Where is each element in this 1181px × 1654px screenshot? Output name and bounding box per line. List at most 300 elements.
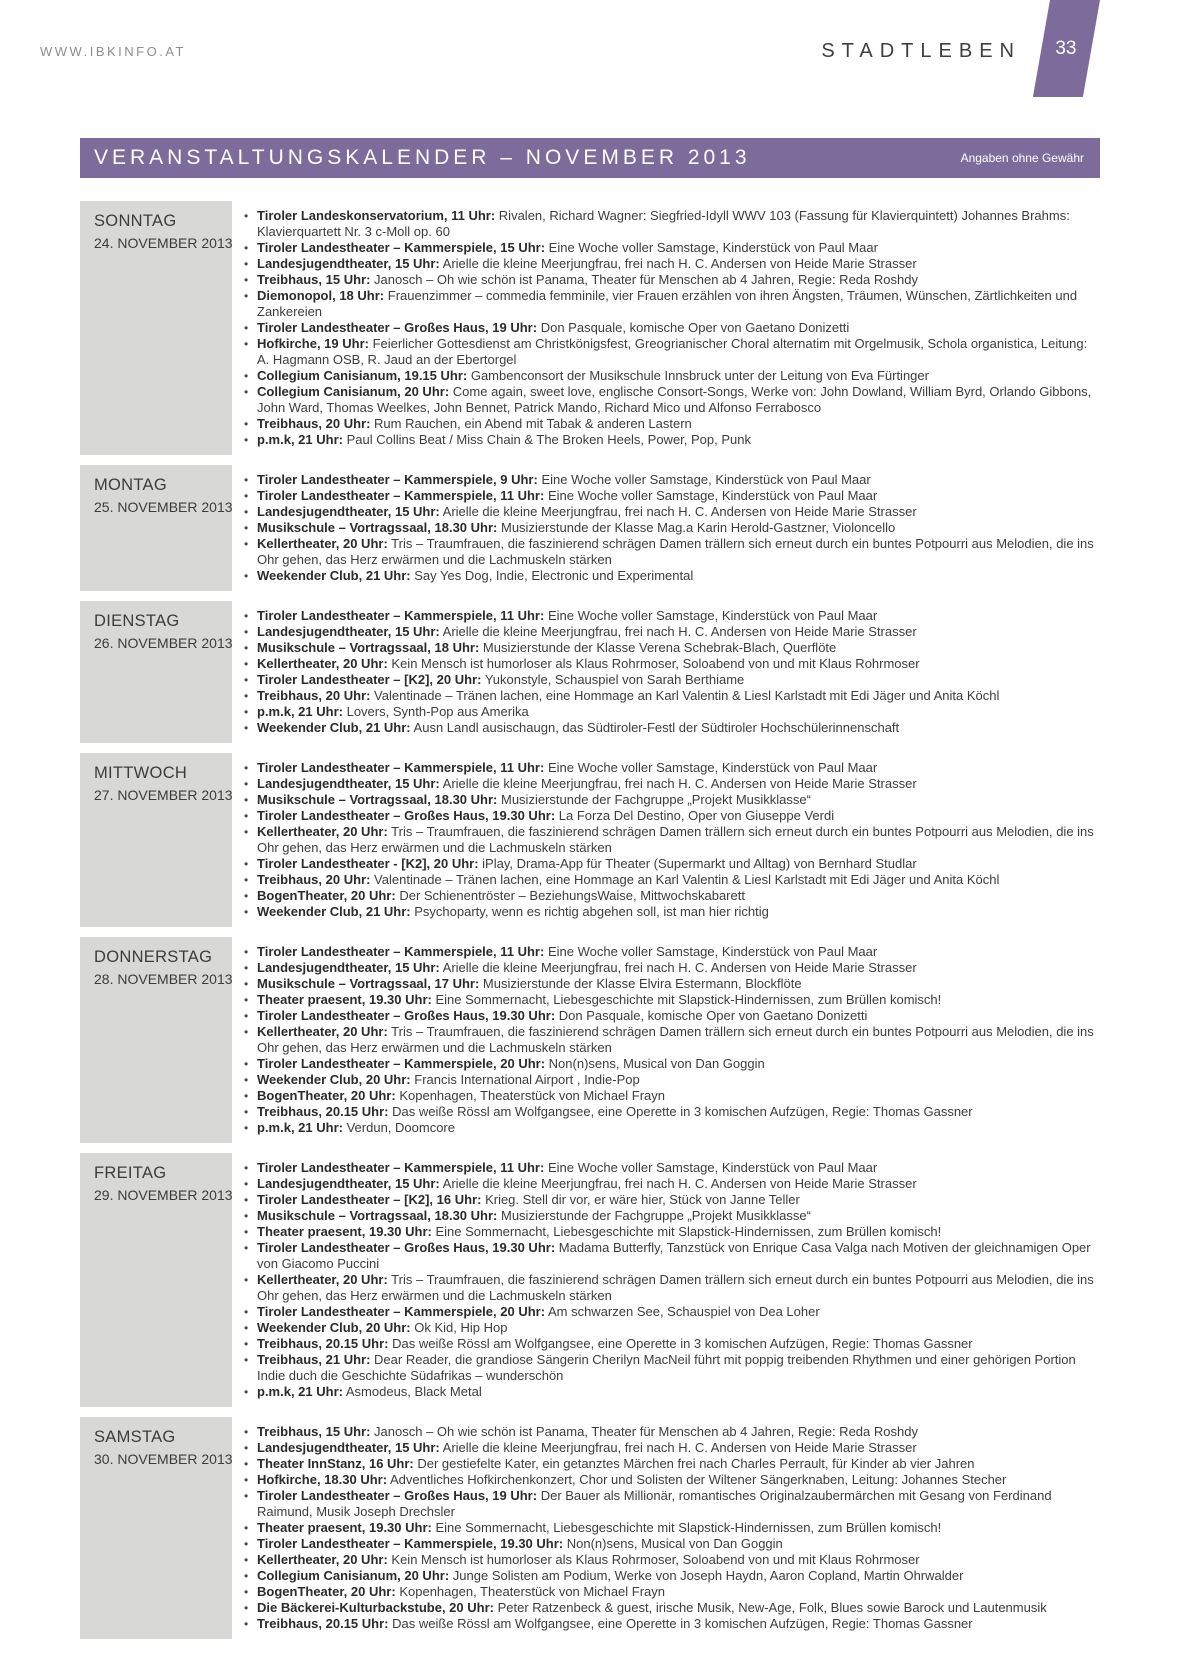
event-item — [242, 1384, 1100, 1400]
bullet-icon: • — [244, 241, 249, 255]
bullet-icon: • — [244, 1209, 249, 1223]
event-venue-time: Tiroler Landestheater – [K2], 16 Uhr: — [257, 1192, 482, 1207]
event-list — [232, 465, 1100, 591]
event-venue-time: Theater praesent, 19.30 Uhr: — [257, 1520, 432, 1535]
event-item — [242, 1104, 1100, 1120]
bullet-icon: • — [244, 1025, 249, 1039]
bullet-icon: • — [244, 857, 249, 871]
bullet-icon: • — [244, 385, 249, 399]
event-venue-time: Treibhaus, 15 Uhr: — [257, 1424, 371, 1439]
section-label: STADTLEBEN — [821, 40, 1021, 62]
bullet-icon: • — [244, 1305, 249, 1319]
event-venue-time: Tiroler Landestheater – Kammerspiele, 11 Uhr: — [257, 944, 545, 959]
event-venue-time: Treibhaus, 20 Uhr: — [257, 416, 371, 431]
event-description: Feierlicher Gottesdienst am Christkönigsfest, Greogrianischer Choral alternatim mit Orgelmusik, Schola organistica, Leitung: A. Hagmann OSB, R. Jaud an der Ebertorgel — [257, 336, 1088, 367]
bullet-icon: • — [244, 1321, 249, 1335]
day-name: DIENSTAG — [94, 612, 180, 630]
bullet-icon: • — [244, 369, 249, 383]
event-description: Kopenhagen, Theaterstück von Michael Frayn — [399, 1088, 666, 1103]
event-description: Peter Ratzenbeck & guest, irische Musik, New-Age, Folk, Blues sowie Barock und Lautenmusik — [497, 1600, 1047, 1615]
event-venue-time: BogenTheater, 20 Uhr: — [257, 1584, 396, 1599]
bullet-icon: • — [244, 1273, 249, 1287]
bullet-icon: • — [244, 1089, 249, 1103]
event-item — [242, 688, 1100, 704]
event-venue-time: Kellertheater, 20 Uhr: — [257, 1272, 388, 1287]
bullet-icon: • — [244, 321, 249, 335]
event-venue-time: Tiroler Landestheater – Kammerspiele, 19.30 Uhr: — [257, 1536, 564, 1551]
bullet-icon: • — [244, 705, 249, 719]
day-label — [80, 937, 232, 1143]
event-item — [242, 1240, 1100, 1272]
event-description: La Forza Del Destino, Oper von Giuseppe Verdi — [558, 808, 835, 823]
event-venue-time: Tiroler Landestheater – Großes Haus, 19.30 Uhr: — [257, 808, 556, 823]
day-section — [80, 1153, 1100, 1407]
event-description: Rum Rauchen, ein Abend mit Tabak & anderen Lastern — [374, 416, 692, 431]
event-venue-time: Kellertheater, 20 Uhr: — [257, 824, 388, 839]
event-venue-time: Weekender Club, 20 Uhr: — [257, 1072, 411, 1087]
bullet-icon: • — [244, 1537, 249, 1551]
event-description: Valentinade – Tränen lachen, eine Hommage an Karl Valentin & Liesl Karlstadt mit Edi Jäger und Anita Köchl — [374, 688, 1000, 703]
day-date: 25. NOVEMBER 2013 — [94, 499, 233, 515]
event-item — [242, 504, 1100, 520]
event-venue-time: Collegium Canisianum, 19.15 Uhr: — [257, 368, 468, 383]
event-description: Eine Woche voller Samstage, Kinderstück von Paul Maar — [547, 760, 878, 775]
bullet-icon: • — [244, 1521, 249, 1535]
event-description: Frauenzimmer – commedia femminile, vier Frauen erzählen von ihren Ängsten, Träumen, Wünschen, Zärtlichkeiten und Zankereien — [257, 288, 1078, 319]
event-item — [242, 320, 1100, 336]
event-item — [242, 1008, 1100, 1024]
day-section — [80, 601, 1100, 743]
event-venue-time: Tiroler Landestheater – Kammerspiele, 11 Uhr: — [257, 760, 545, 775]
event-item — [242, 1208, 1100, 1224]
event-list — [232, 601, 1100, 743]
event-venue-time: Landesjugendtheater, 15 Uhr: — [257, 776, 440, 791]
event-description: Das weiße Rössl am Wolfgangsee, eine Operette in 3 komischen Aufzügen, Regie: Thomas Gassner — [392, 1104, 973, 1119]
event-item — [242, 488, 1100, 504]
bullet-icon: • — [244, 1337, 249, 1351]
event-item — [242, 1224, 1100, 1240]
event-item — [242, 976, 1100, 992]
event-item — [242, 1192, 1100, 1208]
event-item — [242, 624, 1100, 640]
event-item — [242, 336, 1100, 368]
event-venue-time: Kellertheater, 20 Uhr: — [257, 656, 388, 671]
event-venue-time: Tiroler Landestheater – Großes Haus, 19.30 Uhr: — [257, 1240, 556, 1255]
event-item — [242, 1472, 1100, 1488]
event-item — [242, 1456, 1100, 1472]
event-item — [242, 704, 1100, 720]
day-label — [80, 601, 232, 743]
day-date: 29. NOVEMBER 2013 — [94, 1187, 233, 1203]
bullet-icon: • — [244, 289, 249, 303]
event-venue-time: Tiroler Landestheater – Kammerspiele, 11 Uhr: — [257, 608, 545, 623]
bullet-icon: • — [244, 721, 249, 735]
event-item — [242, 1568, 1100, 1584]
event-venue-time: Hofkirche, 18.30 Uhr: — [257, 1472, 388, 1487]
event-description: Valentinade – Tränen lachen, eine Hommage an Karl Valentin & Liesl Karlstadt mit Edi Jäger und Anita Köchl — [374, 872, 1000, 887]
event-venue-time: Musikschule – Vortragssaal, 18 Uhr: — [257, 640, 480, 655]
event-description: Eine Sommernacht, Liebesgeschichte mit Slapstick-Hindernissen, zum Brüllen komisch! — [435, 1520, 942, 1535]
event-description: Musizierstunde der Fachgruppe „Projekt Musikklasse“ — [501, 1208, 811, 1223]
day-label — [80, 1153, 232, 1407]
event-description: Yukonstyle, Schauspiel von Sarah Berthiame — [484, 672, 745, 687]
event-description: Eine Woche voller Samstage, Kinderstück von Paul Maar — [541, 472, 871, 487]
event-item — [242, 904, 1100, 920]
event-description: Eine Sommernacht, Liebesgeschichte mit Slapstick-Hindernissen, zum Brüllen komisch! — [435, 992, 942, 1007]
bullet-icon: • — [244, 209, 249, 223]
event-description: Der gestiefelte Kater, ein getanztes Märchen frei nach Charles Perrault, für Kinder ab vier Jahren — [417, 1456, 975, 1471]
event-venue-time: Musikschule – Vortragssaal, 18.30 Uhr: — [257, 520, 498, 535]
event-description: Don Pasquale, komische Oper von Gaetano Donizetti — [558, 1008, 868, 1023]
event-venue-time: Hofkirche, 19 Uhr: — [257, 336, 369, 351]
calendar-banner — [80, 138, 1100, 178]
day-label — [80, 753, 232, 927]
day-date: 30. NOVEMBER 2013 — [94, 1451, 233, 1467]
bullet-icon: • — [244, 489, 249, 503]
day-date: 28. NOVEMBER 2013 — [94, 971, 233, 987]
event-item — [242, 416, 1100, 432]
bullet-icon: • — [244, 825, 249, 839]
event-description: Lovers, Synth-Pop aus Amerika — [346, 704, 529, 719]
event-item — [242, 288, 1100, 320]
event-item — [242, 1520, 1100, 1536]
event-item — [242, 960, 1100, 976]
event-item — [242, 872, 1100, 888]
event-description: Tris – Traumfrauen, die faszinierend schrägen Damen trällern sich erneut durch ein buntes Potpourri aus Melodien, die ins Ohr gehen, das Herz erwärmen und die Lachmuskeln stärken — [257, 824, 1094, 855]
event-item — [242, 1272, 1100, 1304]
event-venue-time: Landesjugendtheater, 15 Uhr: — [257, 256, 440, 271]
page-header — [0, 0, 1181, 100]
event-venue-time: Landesjugendtheater, 15 Uhr: — [257, 1176, 440, 1191]
bullet-icon: • — [244, 569, 249, 583]
event-list — [232, 1153, 1100, 1407]
event-item — [242, 240, 1100, 256]
event-venue-time: Weekender Club, 21 Uhr: — [257, 904, 411, 919]
event-item — [242, 368, 1100, 384]
event-item — [242, 272, 1100, 288]
event-venue-time: Theater praesent, 19.30 Uhr: — [257, 1224, 432, 1239]
event-item — [242, 1120, 1100, 1136]
event-venue-time: Landesjugendtheater, 15 Uhr: — [257, 504, 440, 519]
event-description: Non(n)sens, Musical von Dan Goggin — [566, 1536, 783, 1551]
bullet-icon: • — [244, 905, 249, 919]
bullet-icon: • — [244, 809, 249, 823]
day-date: 24. NOVEMBER 2013 — [94, 235, 233, 251]
event-venue-time: Tiroler Landestheater – Großes Haus, 19 Uhr: — [257, 1488, 538, 1503]
bullet-icon: • — [244, 761, 249, 775]
event-list — [232, 1417, 1100, 1639]
event-description: Paul Collins Beat / Miss Chain & The Broken Heels, Power, Pop, Punk — [346, 432, 751, 447]
bullet-icon: • — [244, 609, 249, 623]
event-venue-time: Treibhaus, 20 Uhr: — [257, 872, 371, 887]
event-description: Ausn Landl ausischaugn, das Südtiroler-Festl der Südtiroler Hochschülerinnenschaft — [413, 720, 900, 735]
bullet-icon: • — [244, 537, 249, 551]
event-description: Say Yes Dog, Indie, Electronic und Experimental — [414, 568, 694, 583]
bullet-icon: • — [244, 417, 249, 431]
bullet-icon: • — [244, 977, 249, 991]
bullet-icon: • — [244, 1617, 249, 1631]
event-item — [242, 792, 1100, 808]
event-venue-time: p.m.k, 21 Uhr: — [257, 432, 343, 447]
event-description: Arielle die kleine Meerjungfrau, frei nach H. C. Andersen von Heide Marie Strasser — [442, 1440, 917, 1455]
banner-note: Angaben ohne Gewähr — [960, 151, 1084, 165]
event-description: Musizierstunde der Klasse Elvira Estermann, Blockflöte — [482, 976, 802, 991]
day-name: MITTWOCH — [94, 764, 188, 782]
event-item — [242, 1424, 1100, 1440]
bullet-icon: • — [244, 1569, 249, 1583]
day-name: MONTAG — [94, 476, 167, 494]
event-description: Der Bauer als Millionär, romantisches Originalzaubermärchen mit Gesang von Ferdinand Raimund, Musik Joseph Drechsler — [257, 1488, 1052, 1519]
event-venue-time: Landesjugendtheater, 15 Uhr: — [257, 624, 440, 639]
event-venue-time: Die Bäckerei-Kulturbackstube, 20 Uhr: — [257, 1600, 494, 1615]
event-item — [242, 568, 1100, 584]
day-section — [80, 1417, 1100, 1639]
event-description: Eine Woche voller Samstage, Kinderstück von Paul Maar — [548, 240, 878, 255]
bullet-icon: • — [244, 1489, 249, 1503]
event-description: Tris – Traumfrauen, die faszinierend schrägen Damen trällern sich erneut durch ein buntes Potpourri aus Melodien, die ins Ohr gehen, das Herz erwärmen und die Lachmuskeln stärken — [257, 536, 1094, 567]
bullet-icon: • — [244, 961, 249, 975]
page-number: 33 — [1055, 37, 1078, 59]
event-item — [242, 672, 1100, 688]
bullet-icon: • — [244, 337, 249, 351]
event-venue-time: Tiroler Landestheater – Kammerspiele, 20 Uhr: — [257, 1304, 546, 1319]
event-venue-time: Musikschule – Vortragssaal, 18.30 Uhr: — [257, 1208, 498, 1223]
event-item — [242, 1056, 1100, 1072]
event-item — [242, 856, 1100, 872]
page-number-box — [1033, 0, 1100, 97]
event-item — [242, 1336, 1100, 1352]
bullet-icon: • — [244, 1457, 249, 1471]
event-description: Am schwarzen See, Schauspiel von Dea Loher — [547, 1304, 820, 1319]
event-item — [242, 656, 1100, 672]
day-name: SONNTAG — [94, 212, 177, 230]
event-item — [242, 256, 1100, 272]
event-description: Gambenconsort der Musikschule Innsbruck unter der Leitung von Eva Fürtinger — [470, 368, 929, 383]
day-date: 26. NOVEMBER 2013 — [94, 635, 233, 651]
event-item — [242, 1160, 1100, 1176]
day-section — [80, 753, 1100, 927]
bullet-icon: • — [244, 521, 249, 535]
event-venue-time: p.m.k, 21 Uhr: — [257, 704, 343, 719]
calendar-days — [80, 201, 1100, 1639]
event-description: Eine Woche voller Samstage, Kinderstück von Paul Maar — [547, 488, 878, 503]
bullet-icon: • — [244, 1553, 249, 1567]
event-venue-time: Tiroler Landestheater – Kammerspiele, 11 Uhr: — [257, 1160, 545, 1175]
event-item — [242, 608, 1100, 624]
event-item — [242, 1440, 1100, 1456]
event-venue-time: Musikschule – Vortragssaal, 17 Uhr: — [257, 976, 480, 991]
bullet-icon: • — [244, 625, 249, 639]
day-name: SAMSTAG — [94, 1428, 176, 1446]
event-venue-time: BogenTheater, 20 Uhr: — [257, 1088, 396, 1103]
event-description: Eine Sommernacht, Liebesgeschichte mit Slapstick-Hindernissen, zum Brüllen komisch! — [435, 1224, 942, 1239]
event-description: Don Pasquale, komische Oper von Gaetano Donizetti — [540, 320, 850, 335]
event-venue-time: Tiroler Landestheater – Kammerspiele, 15 Uhr: — [257, 240, 546, 255]
event-venue-time: Tiroler Landestheater – Großes Haus, 19.30 Uhr: — [257, 1008, 556, 1023]
bullet-icon: • — [244, 1161, 249, 1175]
day-name: DONNERSTAG — [94, 948, 213, 966]
bullet-icon: • — [244, 1009, 249, 1023]
event-item — [242, 1616, 1100, 1632]
event-description: Krieg. Stell dir vor, er wäre hier, Stück von Janne Teller — [485, 1192, 800, 1207]
bullet-icon: • — [244, 1385, 249, 1399]
event-description: Das weiße Rössl am Wolfgangsee, eine Operette in 3 komischen Aufzügen, Regie: Thomas Gassner — [392, 1616, 973, 1631]
event-venue-time: Tiroler Landestheater - [K2], 20 Uhr: — [257, 856, 479, 871]
event-description: Asmodeus, Black Metal — [345, 1384, 482, 1399]
bullet-icon: • — [244, 1473, 249, 1487]
bullet-icon: • — [244, 1585, 249, 1599]
event-item — [242, 992, 1100, 1008]
event-item — [242, 384, 1100, 416]
bullet-icon: • — [244, 1121, 249, 1135]
event-description: Madama Butterfly, Tanzstück von Enrique Casa Valga nach Motiven der gleichnamigen Oper von Giacomo Puccini — [257, 1240, 1091, 1271]
event-description: Tris – Traumfrauen, die faszinierend schrägen Damen trällern sich erneut durch ein buntes Potpourri aus Melodien, die ins Ohr gehen, das Herz erwärmen und die Lachmuskeln stärken — [257, 1272, 1094, 1303]
event-venue-time: Tiroler Landestheater – Kammerspiele, 20 Uhr: — [257, 1056, 546, 1071]
event-item — [242, 1088, 1100, 1104]
bullet-icon: • — [244, 689, 249, 703]
bullet-icon: • — [244, 257, 249, 271]
bullet-icon: • — [244, 993, 249, 1007]
bullet-icon: • — [244, 657, 249, 671]
bullet-icon: • — [244, 1441, 249, 1455]
event-venue-time: Kellertheater, 20 Uhr: — [257, 536, 388, 551]
bullet-icon: • — [244, 641, 249, 655]
event-list — [232, 753, 1100, 927]
bullet-icon: • — [244, 777, 249, 791]
event-description: Eine Woche voller Samstage, Kinderstück von Paul Maar — [547, 944, 878, 959]
event-item — [242, 1584, 1100, 1600]
event-venue-time: Collegium Canisianum, 20 Uhr: — [257, 1568, 450, 1583]
event-description: Musizierstunde der Klasse Verena Schebrak-Blach, Querflöte — [482, 640, 837, 655]
bullet-icon: • — [244, 1241, 249, 1255]
event-description: Kein Mensch ist humorloser als Klaus Rohrmoser, Soloabend von und mit Klaus Rohrmoser — [391, 1552, 920, 1567]
event-description: Come again, sweet love, englische Consort-Songs, Werke von: John Dowland, William Byrd, Orlando Gibbons, John Ward, Thomas Weelkes, John Bennet, Patrick Mando, Richard Mico und Alfonso Ferrabosco — [257, 384, 1092, 415]
event-description: Psychoparty, wenn es richtig abgehen soll, ist man hier richtig — [414, 904, 769, 919]
event-item — [242, 824, 1100, 856]
event-item — [242, 640, 1100, 656]
event-venue-time: Weekender Club, 21 Uhr: — [257, 568, 411, 583]
event-item — [242, 944, 1100, 960]
event-description: Eine Woche voller Samstage, Kinderstück von Paul Maar — [547, 608, 878, 623]
event-item — [242, 208, 1100, 240]
event-venue-time: Tiroler Landestheater – Großes Haus, 19 Uhr: — [257, 320, 538, 335]
event-venue-time: Treibhaus, 20 Uhr: — [257, 688, 371, 703]
event-description: Arielle die kleine Meerjungfrau, frei nach H. C. Andersen von Heide Marie Strasser — [442, 1176, 917, 1191]
event-description: Tris – Traumfrauen, die faszinierend schrägen Damen trällern sich erneut durch ein buntes Potpourri aus Melodien, die ins Ohr gehen, das Herz erwärmen und die Lachmuskeln stärken — [257, 1024, 1094, 1055]
event-item — [242, 776, 1100, 792]
site-url: WWW.IBKINFO.AT — [40, 44, 186, 59]
event-venue-time: p.m.k, 21 Uhr: — [257, 1120, 343, 1135]
event-item — [242, 1072, 1100, 1088]
event-item — [242, 720, 1100, 736]
bullet-icon: • — [244, 473, 249, 487]
event-venue-time: Landesjugendtheater, 15 Uhr: — [257, 1440, 440, 1455]
event-item — [242, 1176, 1100, 1192]
event-description: Arielle die kleine Meerjungfrau, frei nach H. C. Andersen von Heide Marie Strasser — [442, 960, 917, 975]
bullet-icon: • — [244, 433, 249, 447]
event-venue-time: Theater praesent, 19.30 Uhr: — [257, 992, 432, 1007]
event-list — [232, 201, 1100, 455]
event-description: Arielle die kleine Meerjungfrau, frei nach H. C. Andersen von Heide Marie Strasser — [442, 504, 917, 519]
event-description: iPlay, Drama-App für Theater (Supermarkt und Alltag) von Bernhard Studlar — [482, 856, 917, 871]
bullet-icon: • — [244, 1353, 249, 1367]
day-name: FREITAG — [94, 1164, 167, 1182]
event-list — [232, 937, 1100, 1143]
event-item — [242, 888, 1100, 904]
event-description: Janosch – Oh wie schön ist Panama, Theater für Menschen ab 4 Jahren, Regie: Reda Roshdy — [374, 1424, 918, 1439]
event-item — [242, 1320, 1100, 1336]
event-description: Das weiße Rössl am Wolfgangsee, eine Operette in 3 komischen Aufzügen, Regie: Thomas Gassner — [392, 1336, 973, 1351]
day-label — [80, 465, 232, 591]
event-description: Janosch – Oh wie schön ist Panama, Theater für Menschen ab 4 Jahren, Regie: Reda Roshdy — [374, 272, 918, 287]
event-description: Non(n)sens, Musical von Dan Goggin — [548, 1056, 765, 1071]
day-date: 27. NOVEMBER 2013 — [94, 787, 233, 803]
event-venue-time: Kellertheater, 20 Uhr: — [257, 1552, 388, 1567]
event-venue-time: Treibhaus, 21 Uhr: — [257, 1352, 371, 1367]
day-section — [80, 201, 1100, 455]
event-venue-time: Theater InnStanz, 16 Uhr: — [257, 1456, 414, 1471]
event-item — [242, 472, 1100, 488]
bullet-icon: • — [244, 273, 249, 287]
bullet-icon: • — [244, 673, 249, 687]
bullet-icon: • — [244, 1073, 249, 1087]
event-venue-time: Musikschule – Vortragssaal, 18.30 Uhr: — [257, 792, 498, 807]
event-item — [242, 760, 1100, 776]
bullet-icon: • — [244, 1601, 249, 1615]
event-venue-time: Collegium Canisianum, 20 Uhr: — [257, 384, 450, 399]
event-venue-time: BogenTheater, 20 Uhr: — [257, 888, 396, 903]
bullet-icon: • — [244, 793, 249, 807]
event-item — [242, 520, 1100, 536]
bullet-icon: • — [244, 1225, 249, 1239]
bullet-icon: • — [244, 505, 249, 519]
event-description: Musizierstunde der Fachgruppe „Projekt Musikklasse“ — [501, 792, 811, 807]
event-description: Kopenhagen, Theaterstück von Michael Frayn — [399, 1584, 666, 1599]
event-item — [242, 1024, 1100, 1056]
event-description: Junge Solisten am Podium, Werke von Joseph Haydn, Aaron Copland, Martin Ohrwalder — [452, 1568, 964, 1583]
event-description: Musizierstunde der Klasse Mag.a Karin Herold-Gastzner, Violoncello — [501, 520, 896, 535]
event-venue-time: Treibhaus, 20.15 Uhr: — [257, 1104, 389, 1119]
event-venue-time: Tiroler Landestheater – Kammerspiele, 11 Uhr: — [257, 488, 545, 503]
event-item — [242, 1352, 1100, 1384]
bullet-icon: • — [244, 945, 249, 959]
bullet-icon: • — [244, 873, 249, 887]
event-venue-time: Diemonopol, 18 Uhr: — [257, 288, 385, 303]
event-item — [242, 1304, 1100, 1320]
event-description: Verdun, Doomcore — [346, 1120, 455, 1135]
bullet-icon: • — [244, 1105, 249, 1119]
event-item — [242, 1600, 1100, 1616]
bullet-icon: • — [244, 1177, 249, 1191]
event-venue-time: Kellertheater, 20 Uhr: — [257, 1024, 388, 1039]
day-label — [80, 1417, 232, 1639]
event-item — [242, 536, 1100, 568]
event-item — [242, 808, 1100, 824]
bullet-icon: • — [244, 1425, 249, 1439]
event-item — [242, 1552, 1100, 1568]
event-venue-time: Treibhaus, 15 Uhr: — [257, 272, 371, 287]
event-description: Dear Reader, die grandiose Sängerin Cherilyn MacNeil führt mit poppig treibenden Rhythmen und einer gehörigen Portion Indie duch die Geschichte Südafrikas – wunderschön — [257, 1352, 1076, 1383]
event-item — [242, 432, 1100, 448]
event-venue-time: Tiroler Landestheater – [K2], 20 Uhr: — [257, 672, 482, 687]
event-description: Kein Mensch ist humorloser als Klaus Rohrmoser, Soloabend von und mit Klaus Rohrmoser — [391, 656, 920, 671]
event-venue-time: Weekender Club, 21 Uhr: — [257, 720, 411, 735]
day-section — [80, 465, 1100, 591]
event-description: Ok Kid, Hip Hop — [414, 1320, 508, 1335]
event-venue-time: Landesjugendtheater, 15 Uhr: — [257, 960, 440, 975]
day-section — [80, 937, 1100, 1143]
bullet-icon: • — [244, 1057, 249, 1071]
